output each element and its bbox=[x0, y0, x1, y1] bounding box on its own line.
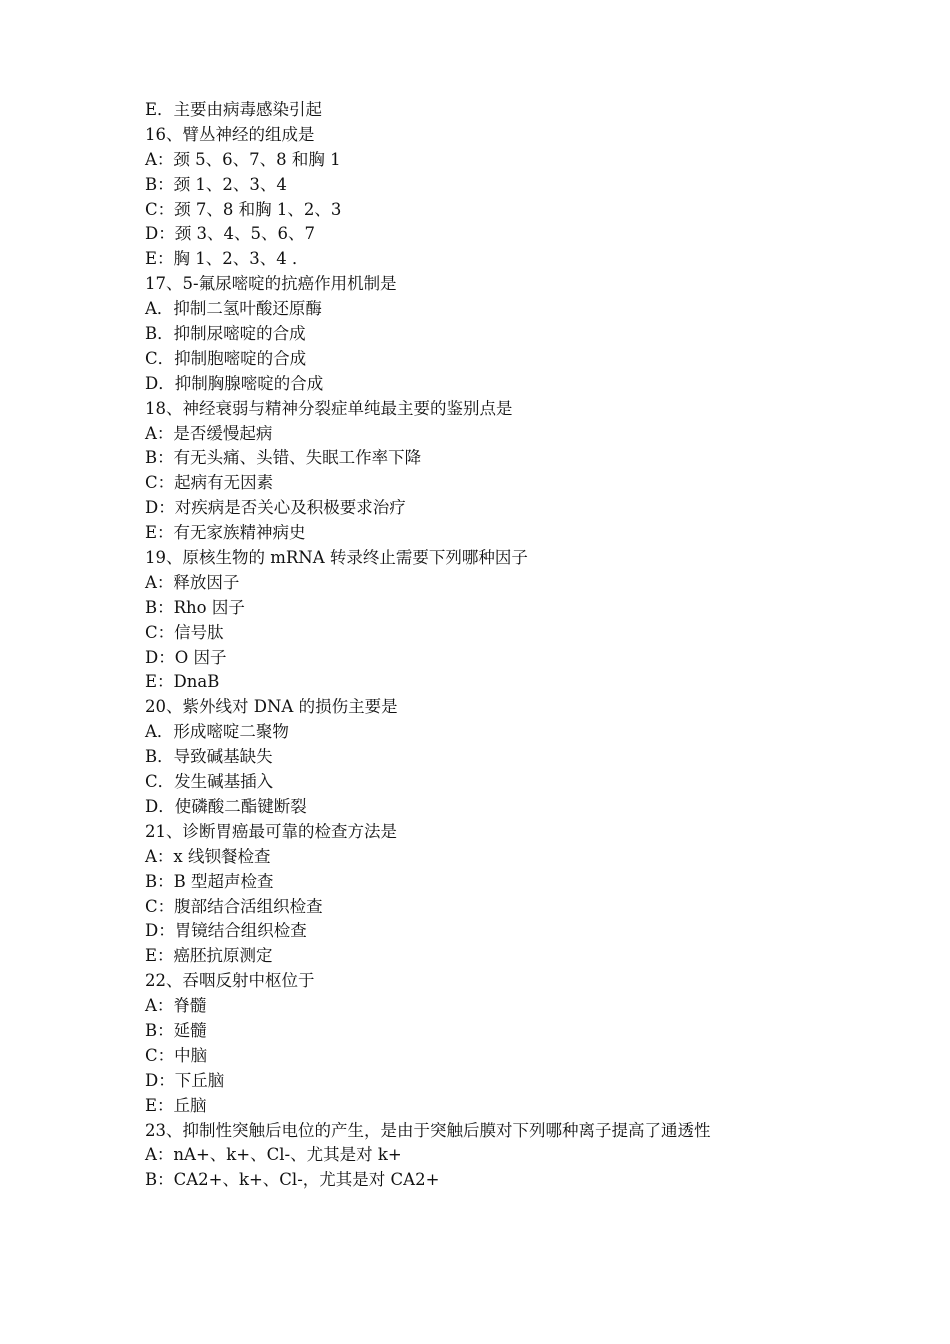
option-line: D：下丘脑 bbox=[145, 1070, 225, 1090]
question-line: 17、5-氟尿嘧啶的抗癌作用机制是 bbox=[145, 274, 397, 294]
option-line: B：CA2+、k+、Cl-，尤其是对 CA2+ bbox=[145, 1170, 440, 1190]
option-line: E：胸 1、2、3、4 ． bbox=[145, 249, 309, 269]
option-line: D：O 因子 bbox=[145, 647, 227, 667]
option-line: B．抑制尿嘧啶的合成 bbox=[145, 324, 306, 344]
option-line: B：延髓 bbox=[145, 1020, 207, 1040]
option-line: E：DnaB bbox=[145, 672, 220, 692]
option-line: D．抑制胸腺嘧啶的合成 bbox=[145, 373, 324, 393]
option-line: A：颈 5、6、7、8 和胸 1 bbox=[145, 149, 341, 169]
option-line: D：胃镜结合组织检查 bbox=[145, 921, 307, 941]
question-line: 18、神经衰弱与精神分裂症单纯最主要的鉴别点是 bbox=[145, 398, 513, 418]
option-line: C：起病有无因素 bbox=[145, 473, 274, 493]
option-line: C：中脑 bbox=[145, 1045, 208, 1065]
option-line: C．抑制胞嘧啶的合成 bbox=[145, 348, 307, 368]
option-line: B：颈 1、2、3、4 bbox=[145, 174, 287, 194]
option-line: D．使磷酸二酯键断裂 bbox=[145, 796, 307, 816]
option-line: B：Rho 因子 bbox=[145, 597, 245, 617]
option-line: E：癌胚抗原测定 bbox=[145, 946, 273, 966]
option-line: E：有无家族精神病史 bbox=[145, 523, 306, 543]
option-line: A：脊髓 bbox=[145, 996, 207, 1016]
question-line: 23、抑制性突触后电位的产生，是由于突触后膜对下列哪种离子提高了通透性 bbox=[145, 1120, 711, 1140]
question-line: 16、臂丛神经的组成是 bbox=[145, 124, 315, 144]
option-line: B：B 型超声检查 bbox=[145, 871, 274, 891]
option-line: E．主要由病毒感染引起 bbox=[145, 100, 323, 119]
option-line: C：颈 7、8 和胸 1、2、3 bbox=[145, 199, 342, 219]
option-line: D：颈 3、4、5、6、7 bbox=[145, 224, 315, 244]
option-line: E：丘脑 bbox=[145, 1095, 207, 1115]
question-line: 21、诊断胃癌最可靠的检查方法是 bbox=[145, 821, 397, 841]
question-line: 20、紫外线对 DNA 的损伤主要是 bbox=[145, 697, 398, 717]
option-line: A．形成嘧啶二聚物 bbox=[145, 722, 289, 742]
option-line: A：nA+、k+、Cl-、尤其是对 k+ bbox=[145, 1145, 402, 1165]
document-body bbox=[145, 98, 845, 1193]
option-line: A．抑制二氢叶酸还原酶 bbox=[145, 299, 322, 319]
option-line: B．导致碱基缺失 bbox=[145, 747, 273, 767]
option-line: C：腹部结合活组织检查 bbox=[145, 896, 323, 916]
option-line: D：对疾病是否关心及积极要求治疗 bbox=[145, 498, 406, 518]
option-line: A：是否缓慢起病 bbox=[145, 423, 273, 443]
question-line: 19、原核生物的 mRNA 转录终止需要下列哪种因子 bbox=[145, 548, 528, 568]
question-line: 22、吞咽反射中枢位于 bbox=[145, 971, 315, 991]
option-line: C．发生碱基插入 bbox=[145, 772, 274, 792]
option-line: B：有无头痛、头错、失眠工作率下降 bbox=[145, 448, 422, 468]
option-line: A：x 线钡餐检查 bbox=[145, 846, 271, 866]
option-line: C：信号肽 bbox=[145, 622, 224, 642]
option-line: A：释放因子 bbox=[145, 572, 240, 592]
